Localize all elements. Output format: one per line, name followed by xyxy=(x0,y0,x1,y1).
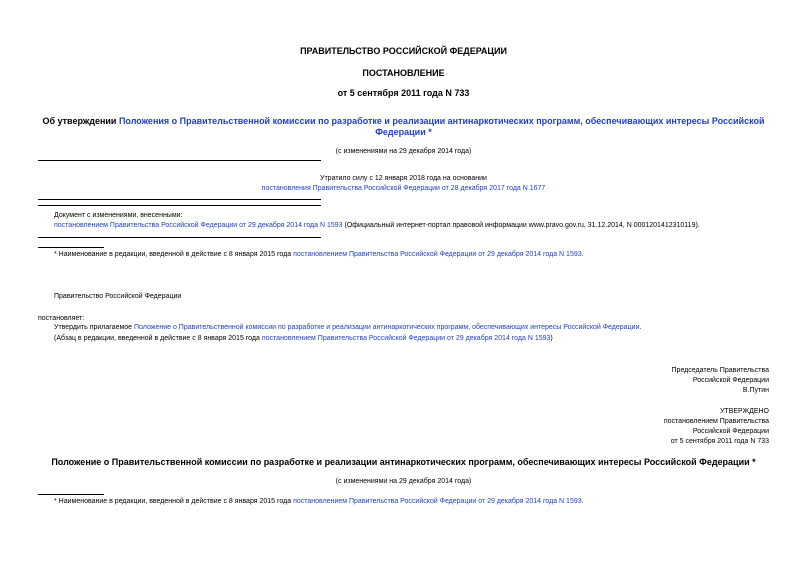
expired-text: Утратило силу с 12 января 2018 года на основании xyxy=(320,175,487,182)
government-heading: ПРАВИТЕЛЬСТВО РОССИЙСКОЙ ФЕДЕРАЦИИ xyxy=(300,46,507,56)
footnote-2 xyxy=(54,498,584,505)
title-prefix: Об утверждении xyxy=(42,116,119,126)
approve-text: Утвердить прилагаемое xyxy=(54,324,135,331)
annex-title: Положение о Правительственной комиссии по разработке и реализации антинаркотических программ, обеспечивающих интересы Российской Федерации * xyxy=(51,457,756,467)
divider xyxy=(38,199,321,200)
paragraph-note xyxy=(54,335,553,342)
expired-link[interactable]: постановления Правительства Российской Федерации от 28 декабря 2017 года N 1677 xyxy=(261,185,546,192)
divider xyxy=(38,237,321,238)
issuing-body: Правительство Российской Федерации xyxy=(54,293,182,300)
footnote-1-text: * Наименование в редакции, введенной в действие с 8 января 2015 года xyxy=(54,251,294,258)
decides-word: постановляет: xyxy=(38,315,85,322)
document-date-number: от 5 сентября 2011 года N 733 xyxy=(337,88,470,98)
changes-label: Документ с изменениями, внесенными: xyxy=(54,212,183,219)
approved-label: УТВЕРЖДЕНО xyxy=(719,408,769,415)
footnote-rule xyxy=(38,247,104,248)
para-note-link[interactable]: постановлением Правительства Российской Федерации от 29 декабря 2014 года N 1593 xyxy=(261,335,551,342)
document-title xyxy=(0,116,807,126)
approved-line2: постановлением Правительства xyxy=(663,418,769,425)
approve-paragraph xyxy=(54,324,641,331)
title-link[interactable]: Положения о Правительственной комиссии по разработке и реализации антинаркотических программ, обеспечивающих интересы Российской xyxy=(118,116,765,126)
title-link-cont[interactable]: Федерации * xyxy=(375,127,432,137)
para-note-open: (Абзац в редакции, введенной в действие с 8 января 2015 года xyxy=(54,335,262,342)
approved-line4: от 5 сентября 2011 года N 733 xyxy=(670,438,769,445)
footnote-2-end: . xyxy=(581,498,584,505)
document-title-line2 xyxy=(0,127,807,137)
footnote-1-link[interactable]: постановлением Правительства Российской Федерации от 29 декабря 2014 года N 1593 xyxy=(293,251,582,258)
footnote-1 xyxy=(54,251,584,258)
approve-link[interactable]: Положение о Правительственной комиссии по разработке и реализации антинаркотических программ, обеспечивающих интересы Российской Федерации xyxy=(134,324,640,331)
approved-line3: Российской Федерации xyxy=(692,428,769,435)
changes-source: (Официальный интернет-портал правовой информации www.pravo.gov.ru, 31.12.2014, N 0001201412310119). xyxy=(342,222,700,229)
divider xyxy=(38,205,321,206)
document-type: ПОСТАНОВЛЕНИЕ xyxy=(362,68,445,78)
expired-link-line xyxy=(0,185,807,192)
footnote-rule xyxy=(38,494,104,495)
para-note-close: ) xyxy=(550,335,553,342)
signature-org: Российской Федерации xyxy=(692,377,769,384)
signature-title: Председатель Правительства xyxy=(671,367,769,374)
changes-line xyxy=(54,222,700,229)
divider xyxy=(38,160,321,161)
edition-note: (с изменениями на 29 декабря 2014 года) xyxy=(335,148,472,155)
footnote-1-end: . xyxy=(581,251,584,258)
footnote-2-text: * Наименование в редакции, введенной в действие с 8 января 2015 года xyxy=(54,498,294,505)
signature-name: В.Путин xyxy=(742,387,769,394)
footnote-2-link[interactable]: постановлением Правительства Российской Федерации от 29 декабря 2014 года N 1593 xyxy=(293,498,582,505)
changes-link[interactable]: постановлением Правительства Российской Федерации от 29 декабря 2014 года N 1593 xyxy=(54,222,343,229)
approve-end: . xyxy=(639,324,642,331)
annex-edition-note: (с изменениями на 29 декабря 2014 года) xyxy=(335,478,472,485)
